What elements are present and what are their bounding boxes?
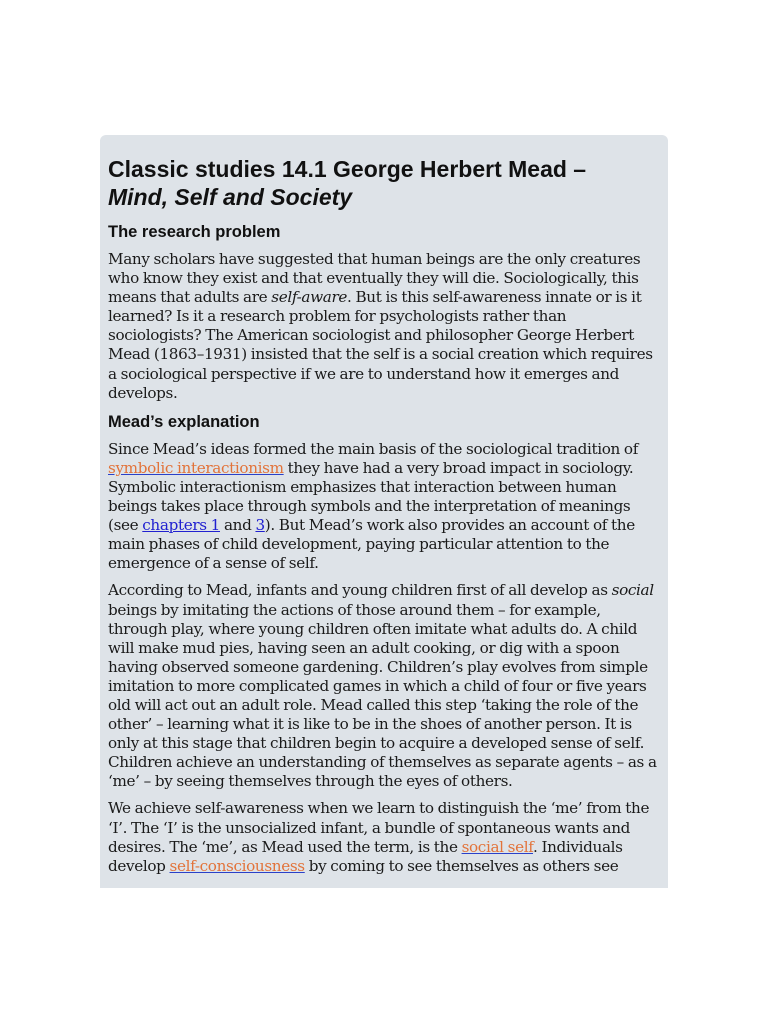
box-title-subtitle: Mind, Self and Society xyxy=(108,184,353,210)
text-run: they have had a very broad impact in sociology. Symbolic interactionism emphasizes that interaction between human beings takes place through symbols and the interpretation of meanings (see xyxy=(108,458,634,535)
paragraph-meads-explanation-2 xyxy=(108,581,662,791)
chapter-link-1[interactable]: chapters 1 xyxy=(142,516,220,535)
glossary-link-self-consciousness[interactable]: self-consciousness xyxy=(169,856,305,875)
text-run: We achieve self-awareness when we learn to distinguish the ‘me’ from the ‘I’. The ‘I’ is the unsocialized infant, a bundle of spontaneous wants and desires. The ‘me’, as Mead used the term, is the xyxy=(108,799,650,856)
glossary-link-social-self[interactable]: social self xyxy=(461,837,533,856)
text-run: . But is this self-awareness innate or is it learned? Is it a research problem for psychologists rather than sociologists? The American sociologist and philosopher George Herbert Mead (1863–1931) insisted that the self is a social creation which requires a sociological perspective if we are to understand how it emerges and develops. xyxy=(108,288,653,402)
paragraph-meads-explanation-1 xyxy=(108,440,662,574)
text-run: by coming to see themselves as others see xyxy=(304,856,619,875)
emphasis-social: social xyxy=(611,581,654,600)
glossary-link-symbolic-interactionism[interactable]: symbolic interactionism xyxy=(108,458,284,477)
text-run: and xyxy=(219,516,256,535)
text-run: Many scholars have suggested that human beings are the only creatures who know they exist and that eventually they will die. Sociologically, this means that adults are xyxy=(108,250,641,307)
emphasis-self-aware: self-aware xyxy=(271,288,348,307)
box-title-main: Classic studies 14.1 George Herbert Mead – xyxy=(108,156,587,182)
section-heading-meads-explanation: Mead’s explanation xyxy=(108,412,260,431)
section-heading-research-problem: The research problem xyxy=(108,223,281,241)
text-run: According to Mead, infants and young children first of all develop as xyxy=(108,581,612,600)
chapter-link-3[interactable]: 3 xyxy=(255,516,265,535)
box-title xyxy=(108,155,662,211)
text-run: Since Mead’s ideas formed the main basis of the sociological tradition of xyxy=(108,439,638,458)
text-run: . Individuals develop xyxy=(108,837,623,875)
text-run: beings by imitating the actions of those around them – for example, through play, where young children often imitate what adults do. A child will make mud pies, having seen an adult cooking, or dig with a spoon having observed someone gardening. Children’s play evolves from simple imitation to more complicated games in which a child of four or five years old will act out an adult role. Mead called this step ‘taking the role of the other’ – learning what it is like to be in the shoes of another person. It is only at this stage that children begin to acquire a developed sense of self. Children achieve an understanding of themselves as separate agents – as a ‘me’ – by seeing themselves through the eyes of others. xyxy=(108,600,657,791)
classic-studies-box xyxy=(100,135,668,888)
paragraph-meads-explanation-3 xyxy=(108,799,662,875)
paragraph-research-problem xyxy=(108,250,662,403)
text-run: ). But Mead’s work also provides an account of the main phases of child development, paying particular attention to the emergence of a sense of self. xyxy=(108,516,635,573)
